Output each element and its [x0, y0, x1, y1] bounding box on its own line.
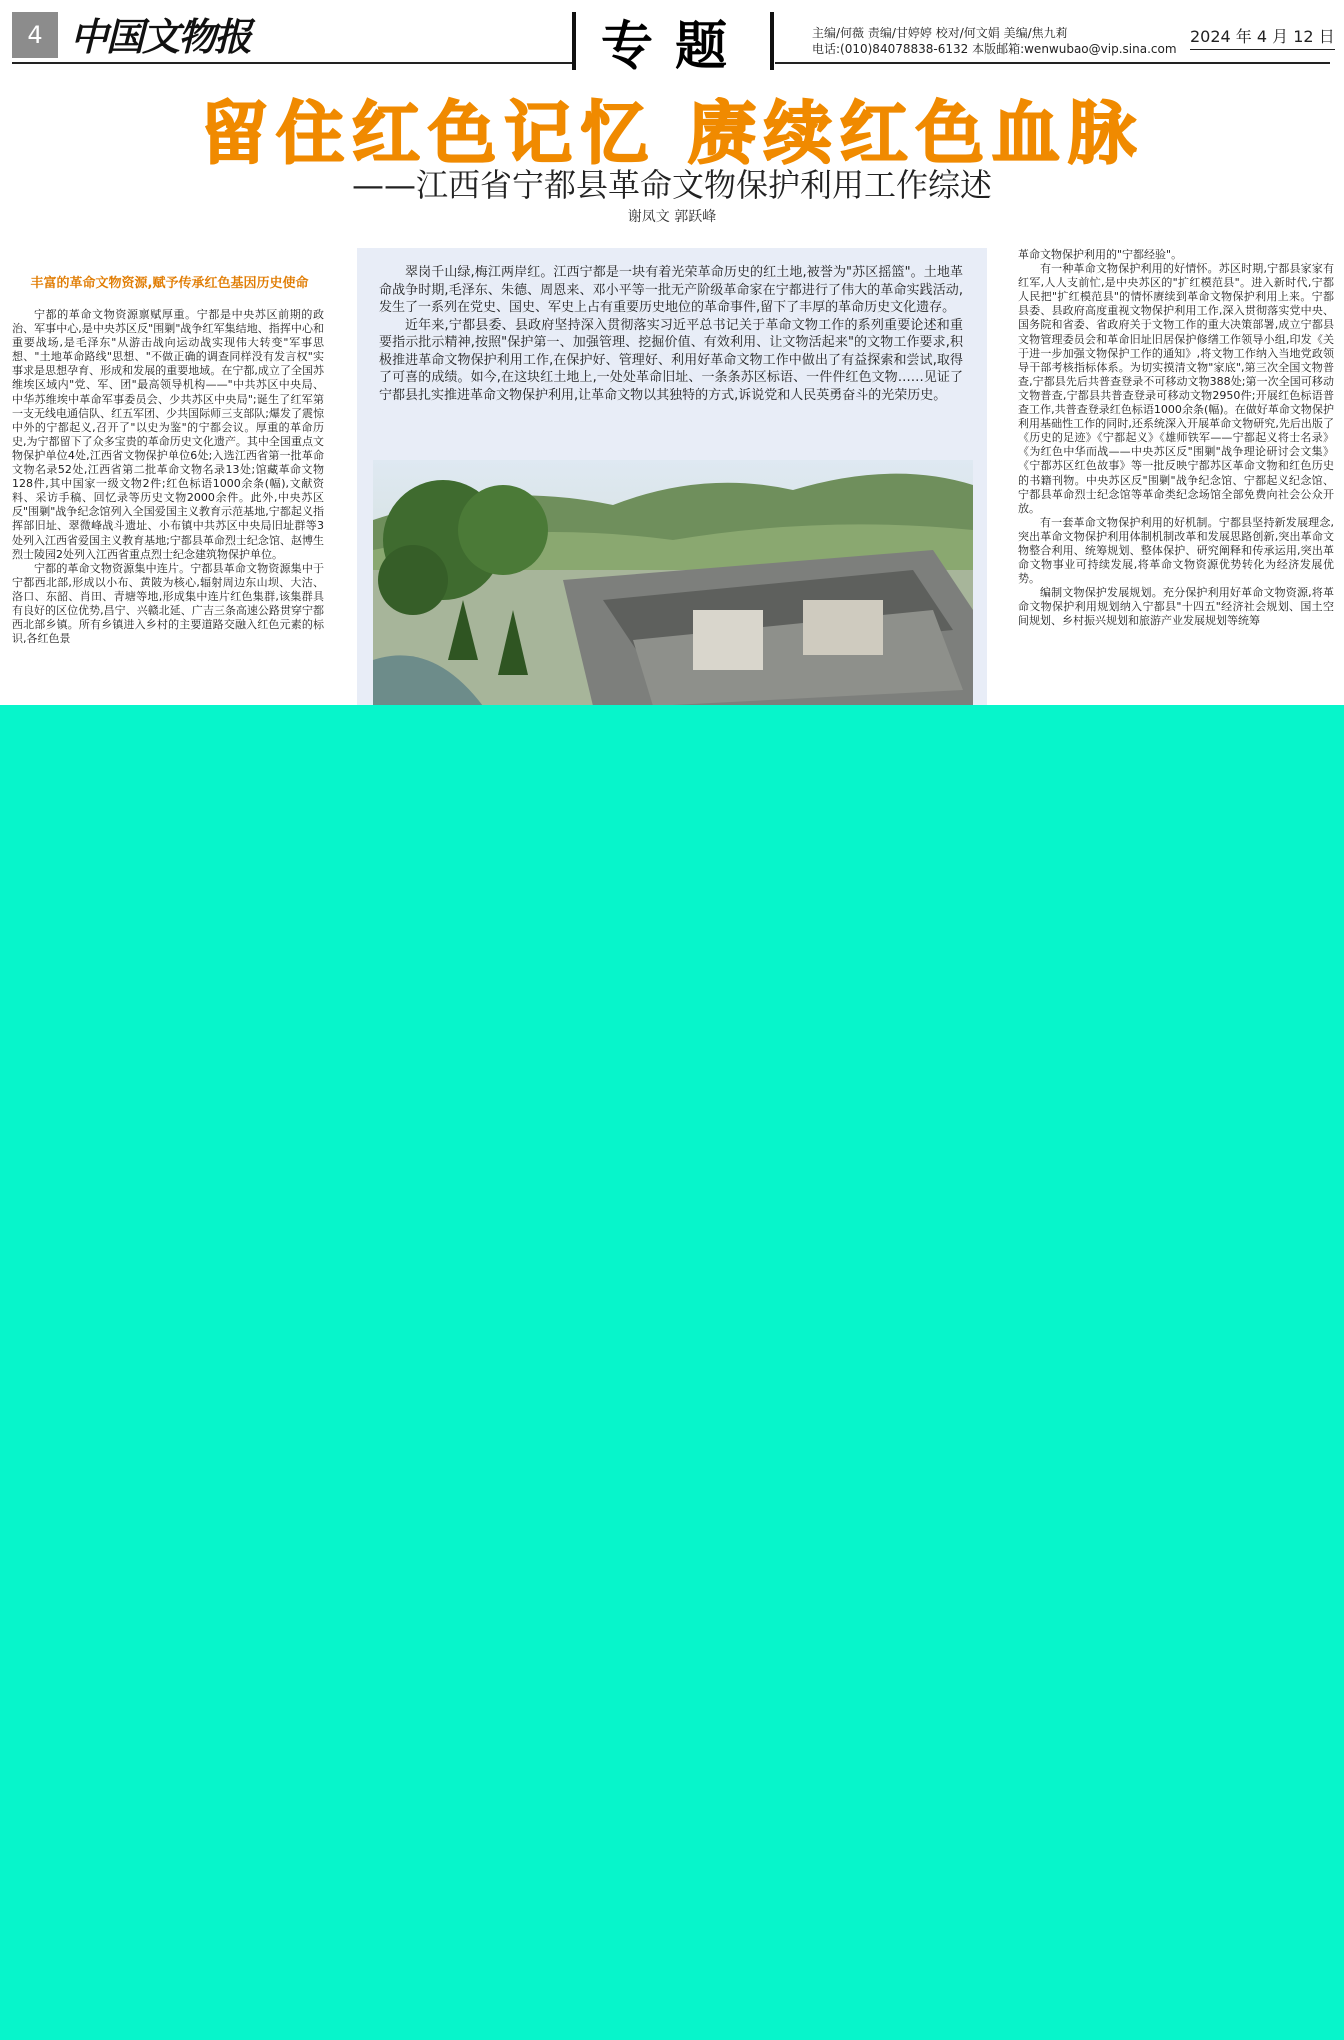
- header-rule-right: [775, 62, 1330, 64]
- newspaper-masthead-logo: 中国文物报: [70, 14, 251, 59]
- editors-line: 主编/何薇 责编/甘婷婷 校对/何文娟 美编/焦九莉: [812, 26, 1068, 40]
- paragraph: 有一种革命文物保护利用的好情怀。苏区时期,宁都县家家有红军,人人支前忙,是中央苏区的"扩红模范县"。进入新时代,宁都人民把"扩红模范县"的情怀赓续到革命文物保护利用上来。宁都县委、县政府高度重视文物保护利用工作,深入贯彻落实党中央、国务院和省委、省政府关于文物工作的重大决策部署,成立宁都县文物管理委员会和革命旧址旧居保护修缮工作领导小组,印发《关于进一步加强文物保护工作的通知》,将文物工作纳入当地党政领导干部考核指标体系。为切实摸清文物"家底",第三次全国文物普查,宁都县先后共普查登录不可移动文物388处;第一次全国可移动文物普查,宁都县共普查登录可移动文物2950件;开展红色标语普查工作,共普查登录红色标语1000余条(幅)。在做好革命文物保护利用基础性工作的同时,还系统深入开展革命文物研究,先后出版了《历史的足迹》《宁都起义》《雄师铁军——宁都起义将士名录》《为红色中华而战——中央苏区反"围剿"战争理论研讨会文集》《宁都苏区红色故事》等一批反映宁都苏区革命文物和红色历史的书籍刊物。中央苏区反"围剿"战争纪念馆、宁都起义纪念馆、宁都县革命烈士纪念馆等革命类纪念场馆全部免费向社会公众开放。: [1018, 262, 1334, 515]
- paragraph: 宁都的革命文物资源集中连片。宁都县革命文物资源集中于宁都西北部,形成以小布、黄陂为核心,辐射周边东山坝、大沽、洛口、东韶、肖田、青塘等地,形成集中连片红色集群,该集群具有良好的区位优势,昌宁、兴赣北延、广吉三条高速公路贯穿宁都西北部乡镇。所有乡镇进入乡村的主要道路交融入红色元素的标识,各红色景: [12, 561, 324, 646]
- paragraph: 革命文物保护利用的"宁都经验"。: [1018, 248, 1183, 261]
- paragraph: 宁都的革命文物资源禀赋厚重。宁都是中央苏区前期的政治、军事中心,是中央苏区反"围剿"战争红军集结地、指挥中心和重要战场,是毛泽东"从游击战向运动战实现伟大转变"军事思想、"土地革命路线"思想、"不做正确的调查同样没有发言权"实事求是思想孕育、形成和发展的重要地域。在宁都,成立了全国苏维埃区域内"党、军、团"最高领导机构——"中共苏区中央局、中华苏维埃中革命军事委员会、少共苏区中央局";诞生了红军第一支无线电通信队、红五军团、少共国际师三支部队;爆发了震惊中外的宁都起义,召开了"以史为鉴"的宁都会议。厚重的革命历史,为宁都留下了众多宝贵的革命历史文化遗产。其中全国重点文物保护单位4处,江西省文物保护单位6处;入选江西省第一批革命文物名录52处,江西省第二批革命文物名录13处;馆藏革命文物128件,其中国家一级文物2件;红色标语1000余条(幅),文献资料、采访手稿、回忆录等历史文物2000余件。此外,中央苏区反"围剿"战争纪念馆列入全国爱国主义教育示范基地,宁都起义指挥部旧址、翠微峰战斗遗址、小布镇中共苏区中央局旧址群等3处列入江西省爱国主义教育基地;宁都县革命烈士纪念馆、赵博生烈士陵园2处列入江西省重点烈士纪念建筑物保护单位。: [12, 308, 324, 561]
- right-article-column: [1018, 248, 1334, 706]
- headline: 留住红色记忆 赓续红色血脉: [200, 95, 1144, 174]
- subheadline: ——江西省宁都县革命文物保护利用工作综述: [351, 166, 992, 204]
- left-section-heading: 丰富的革命文物资源,赋予传承红色基因历史使命: [30, 276, 309, 291]
- paragraph: 翠岗千山绿,梅江两岸红。江西宁都是一块有着光荣革命历史的红土地,被誉为"苏区摇篮"。土地革命战争时期,毛泽东、朱德、周恩来、邓小平等一批无产阶级革命家在宁都进行了伟大的革命实践活动,发生了一系列在党史、国史、军史上占有重要历史地位的革命事件,留下了丰厚的革命历史文化遗存。: [379, 265, 963, 315]
- header-rule-left: [12, 62, 572, 64]
- byline: 谢凤文 郭跃峰: [627, 209, 717, 225]
- section-title: 专题: [600, 17, 749, 77]
- header-divider-right: [770, 12, 774, 70]
- left-article-column: [12, 308, 324, 706]
- paragraph: 有一套革命文物保护利用的好机制。宁都县坚持新发展理念,突出革命文物保护利用体制机制改革和发展思路创新,突出革命文物整合利用、统筹规划、整体保护、研究阐释和传承运用,突出革命文物事业可持续发展,将革命文物资源优势转化为经济发展优势。: [1018, 515, 1334, 586]
- page-number: 4: [12, 12, 58, 58]
- contact-line: 电话:(010)84078838-6132 本版邮箱:wenwubao@vip.sina.com: [812, 42, 1177, 56]
- header-divider-left: [572, 12, 576, 70]
- lead-box: [357, 248, 987, 706]
- issue-date: 2024 年 4 月 12 日: [1190, 24, 1335, 50]
- unrendered-area: [0, 705, 1344, 2040]
- lead-text: [379, 264, 963, 404]
- paragraph: 近年来,宁都县委、县政府坚持深入贯彻落实习近平总书记关于革命文物工作的系列重要论述和重要指示批示精神,按照"保护第一、加强管理、挖掘价值、有效利用、让文物活起来"的文物工作要求,积极推进革命文物保护利用工作,在保护好、管理好、利用好革命文物工作中做出了有益探索和尝试,取得了可喜的成绩。如今,在这块红土地上,一处处革命旧址、一条条苏区标语、一件件红色文物……见证了宁都县扎实推进革命文物保护利用,让革命文物以其独特的方式,诉说党和人民英勇奋斗的光荣历史。: [379, 317, 963, 403]
- village-aerial-photo: [373, 460, 973, 706]
- paragraph: 编制文物保护发展规划。充分保护利用好革命文物资源,将革命文物保护利用规划纳入宁都县"十四五"经济社会规划、国土空间规划、乡村振兴规划和旅游产业发展规划等统筹: [1018, 586, 1334, 628]
